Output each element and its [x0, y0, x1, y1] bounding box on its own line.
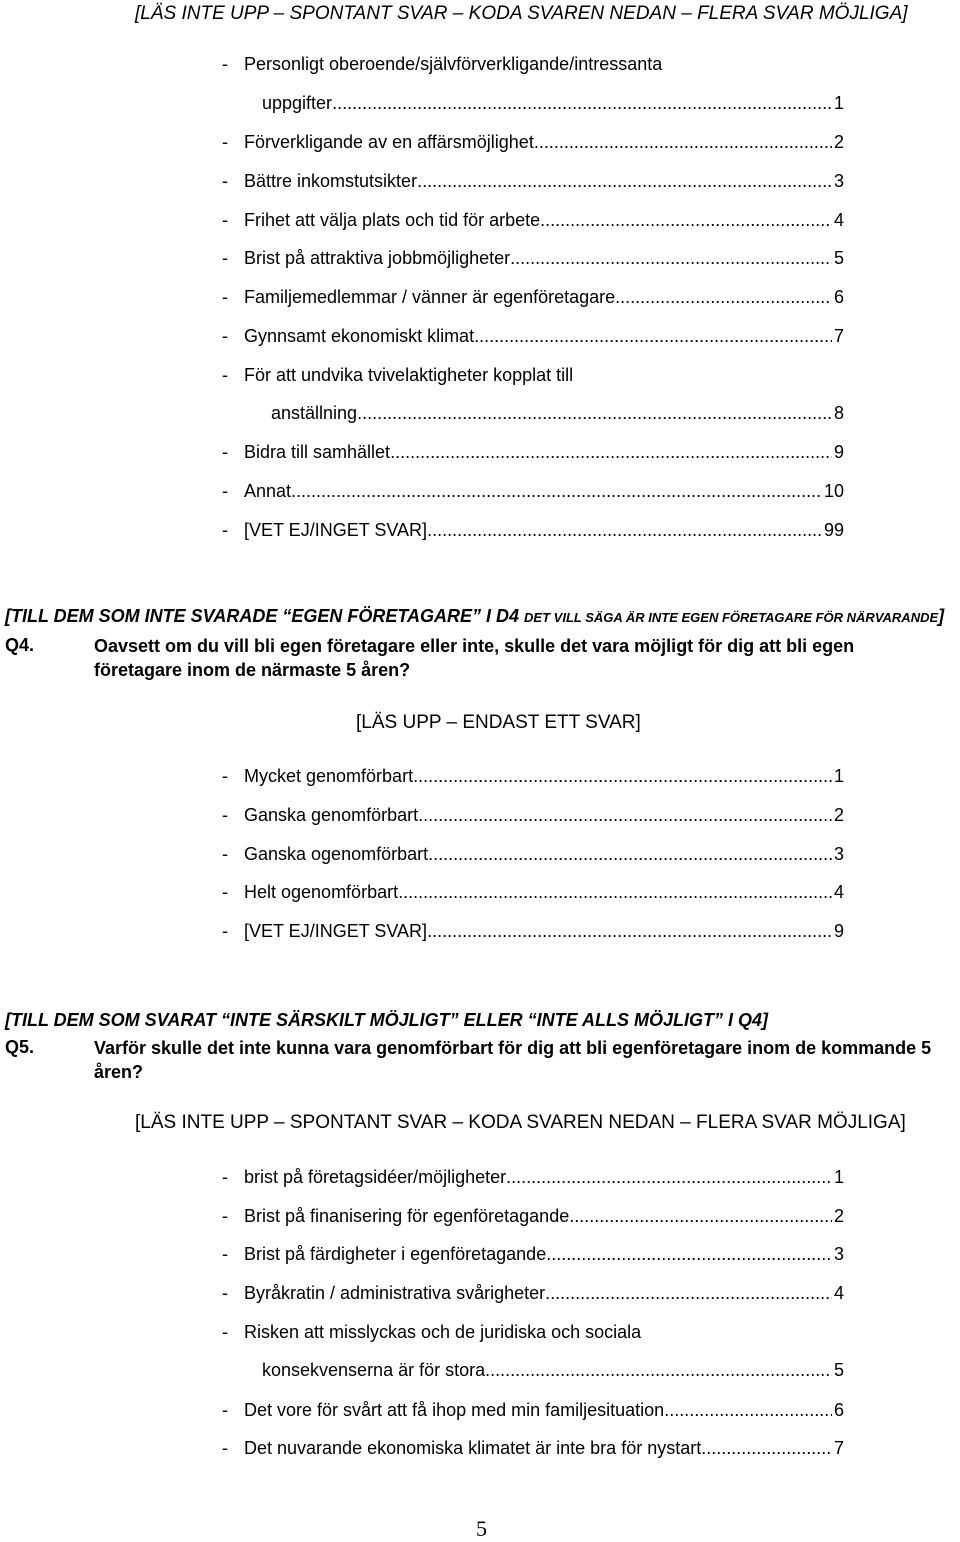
list-item: - Personligt oberoende/självförverkligande/intressanta	[222, 54, 663, 74]
q4-question-text: Oavsett om du vill bli egen företagare eller inte, skulle det vara möjligt för dig att bli egen företagare inom de närmaste 5 åren?	[94, 636, 855, 680]
q5-instruction: [LÄS INTE UPP – SPONTANT SVAR – KODA SVAREN NEDAN – FLERA SVAR MÖJLIGA]	[135, 1112, 906, 1133]
list-item: - Bättre inkomstutsikter ..... 3	[222, 168, 844, 194]
list-item: - Bidra till samhället ..... 9	[222, 439, 844, 465]
q5-number: Q5.	[5, 1037, 35, 1057]
list-item: - Byråkratin / administrativa svårigheter ..... 4	[222, 1280, 844, 1306]
q5-filter: [TILL DEM SOM SVARAT “INTE SÄRSKILT MÖJLIGT” ELLER “INTE ALLS MÖJLIGT” I Q4]	[5, 1010, 768, 1030]
list-item: - Det nuvarande ekonomiska klimatet är inte bra för nystart ..... 7	[222, 1435, 844, 1461]
q4-filter-small: DET VILL SÄGA ÄR INTE EGEN FÖRETAGARE FÖR NÄRVARANDE	[524, 610, 939, 625]
list-item: - brist på företagsidéer/möjligheter ..... 1	[222, 1164, 844, 1190]
list-item: - Det vore för svårt att få ihop med min familjesituation ..... 6	[222, 1397, 844, 1423]
page-number: 5	[476, 1516, 487, 1541]
list-item: - Annat ..... 10	[222, 478, 844, 504]
list-item: - Helt ogenomförbart ..... 4	[222, 879, 844, 905]
list-item: - [VET EJ/INGET SVAR] ..... 9	[222, 918, 844, 944]
q4-instruction: [LÄS UPP – ENDAST ETT SVAR]	[356, 712, 641, 733]
q4-filter	[5, 606, 944, 627]
list-item: uppgifter ..... 1	[262, 90, 844, 116]
list-item: - Brist på finanisering för egenföretagande ..... 2	[222, 1203, 844, 1229]
list-item: - Brist på färdigheter i egenföretagande ..... 3	[222, 1241, 844, 1267]
list-item: - Familjemedlemmar / vänner är egenföretagare ..... 6	[222, 284, 844, 310]
list-item: konsekvenserna är för stora ..... 5	[262, 1357, 844, 1383]
list-item: - Frihet att välja plats och tid för arbete ..... 4	[222, 207, 844, 233]
q5-question-text: Varför skulle det inte kunna vara genomförbart för dig att bli egenföretagare inom de kommande 5 åren?	[94, 1038, 932, 1082]
list-item: - För att undvika tvivelaktigheter kopplat till	[222, 365, 574, 385]
list-item: - Mycket genomförbart ..... 1	[222, 763, 844, 789]
list-item: - Brist på attraktiva jobbmöjligheter ..... 5	[222, 245, 844, 271]
list-item: - [VET EJ/INGET SVAR] ..... 99	[222, 517, 844, 543]
list-item: - Ganska genomförbart ..... 2	[222, 802, 844, 828]
top-instruction: [LÄS INTE UPP – SPONTANT SVAR – KODA SVAREN NEDAN – FLERA SVAR MÖJLIGA]	[135, 3, 908, 24]
list-item: anställning ..... 8	[271, 400, 844, 426]
list-item: - Förverkligande av en affärsmöjlighet ..... 2	[222, 129, 844, 155]
list-item: - Gynnsamt ekonomiskt klimat ..... 7	[222, 323, 844, 349]
q4-number: Q4.	[5, 635, 35, 655]
q4-filter-main: [TILL DEM SOM INTE SVARADE “EGEN FÖRETAGARE” I D4	[5, 606, 520, 626]
list-item: - Risken att misslyckas och de juridiska och sociala	[222, 1322, 642, 1342]
q4-filter-close: ]	[938, 606, 945, 626]
list-item: - Ganska ogenomförbart ..... 3	[222, 841, 844, 867]
